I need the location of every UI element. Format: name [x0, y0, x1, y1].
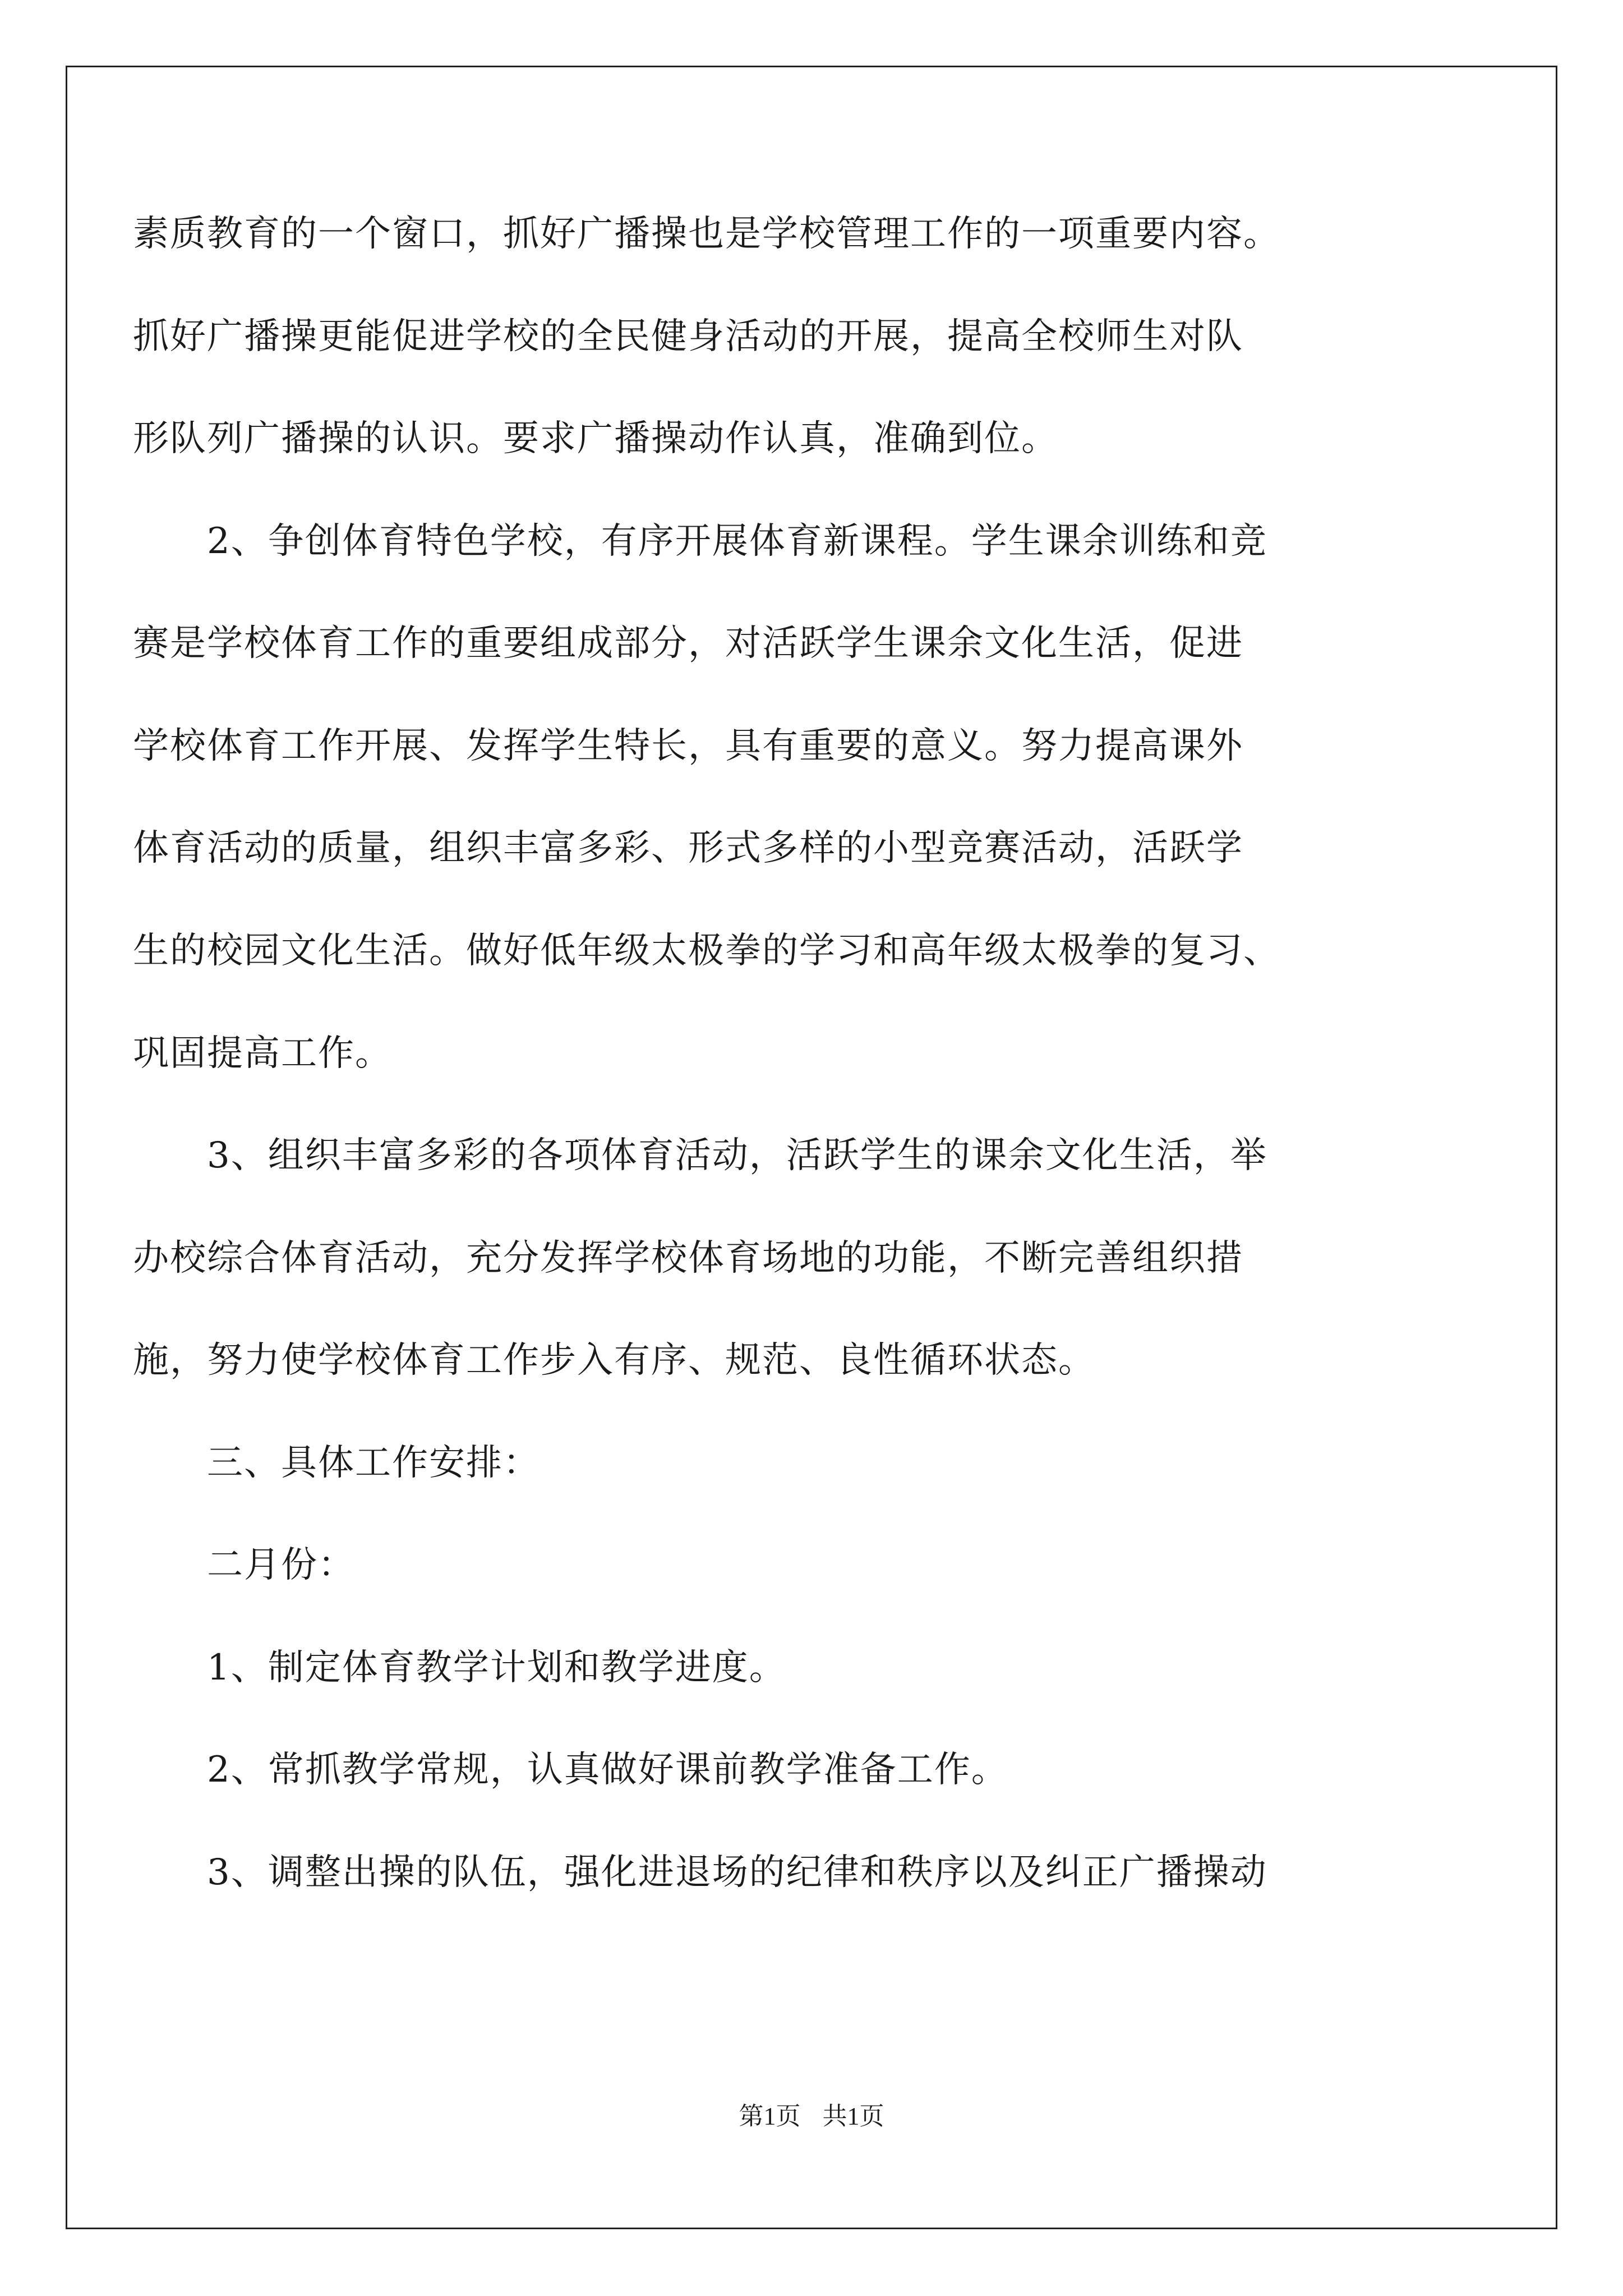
list-item: 3、调整出操的队伍，强化进退场的纪律和秩序以及纠正广播操动: [133, 1852, 1267, 1893]
page-footer: [0, 2101, 1623, 2132]
text-line: 巩固提高工作。: [133, 1033, 392, 1074]
list-item: 1、制定体育教学计划和教学进度。: [133, 1647, 786, 1688]
text-line: 学校体育工作开展、发挥学生特长，具有重要的意义。努力提高课外: [133, 725, 1243, 767]
text-line: 生的校园文化生活。做好低年级太极拳的学习和高年级太极拳的复习、: [133, 930, 1280, 972]
text-line: 抓好广播操更能促进学校的全民健身活动的开展，提高全校师生对队: [133, 316, 1243, 357]
text-line: 体育活动的质量，组织丰富多彩、形式多样的小型竞赛活动，活跃学: [133, 827, 1243, 869]
section-heading: 三、具体工作安排：: [133, 1442, 540, 1484]
text-line: 赛是学校体育工作的重要组成部分，对活跃学生课余文化生活，促进: [133, 623, 1243, 664]
subsection-heading: 二月份：: [133, 1544, 355, 1586]
list-item: 2、常抓教学常规，认真做好课前教学准备工作。: [133, 1749, 1008, 1791]
text-line: 2、争创体育特色学校，有序开展体育新课程。学生课余训练和竞: [133, 521, 1267, 562]
text-line: 办校综合体育活动，充分发挥学校体育场地的功能，不断完善组织措: [133, 1237, 1243, 1279]
text-line: 素质教育的一个窗口，抓好广播操也是学校管理工作的一项重要内容。: [133, 213, 1280, 255]
text-line: 施，努力使学校体育工作步入有序、规范、良性循环状态。: [133, 1340, 1095, 1381]
text-line: 3、组织丰富多彩的各项体育活动，活跃学生的课余文化生活，举: [133, 1135, 1267, 1176]
page-total: 共1页: [822, 2102, 884, 2130]
page-number: 第1页: [739, 2102, 801, 2130]
text-line: 形队列广播操的认识。要求广播操动作认真，准确到位。: [133, 418, 1058, 459]
